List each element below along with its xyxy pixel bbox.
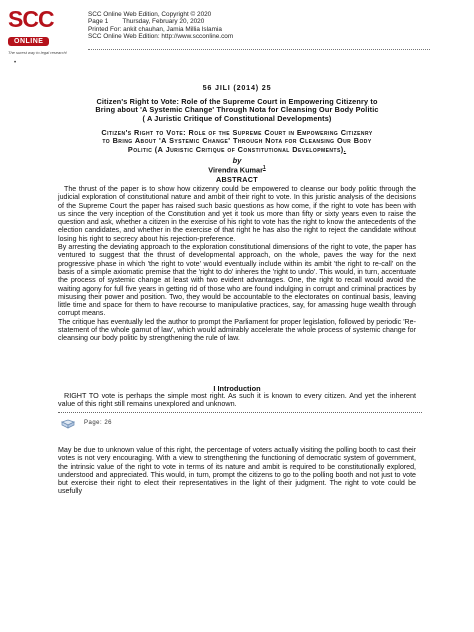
citation: 56 JILI (2014) 25 bbox=[202, 83, 272, 92]
stray-mark: • bbox=[14, 60, 17, 66]
page-marker: Page: 26 bbox=[84, 420, 113, 426]
introduction-body bbox=[58, 392, 416, 409]
byline-by: by bbox=[232, 156, 242, 165]
abstract-paragraph-2: By arresting the deviating approach to the exploration constitutional dimensions of the right to vote, the paper has ventured to suggest that the thrust of developmental approach, on the whole, paves the way for the next progressive phase in which 'the right to vote' would eventually include within its ambit 'the right to re-call' on the basis of a simple axiomatic premise that the 'right to do' inheres the 'right to undo'. This would, in turn, accentuate the process of systemic change at least with two evident advantages. One, the right to recall would avoid the waiting agony for full five years in getting rid of those who are found indulging in corrupt and criminal practices by misusing their power and position. Two, they would be accountable to the electorates on continual basis, leaving little time and space for them to have recourse to manipulative practices, say, for amassing huge wealth through corrupt means. bbox=[58, 243, 416, 318]
title-secondary-line-2: to Bring About 'A Systemic Change' Through Nota for Cleansing Our Body bbox=[102, 136, 372, 146]
logo-online-badge: ONLINE bbox=[8, 37, 49, 46]
title-primary-line-1: Citizen's Right to Vote: Role of the Supreme Court in Empowering Citizenry to bbox=[96, 97, 378, 106]
title-footnote-link[interactable]: . bbox=[343, 144, 347, 154]
title-primary-line-3: ( A Juristic Critique of Constitutional Developments) bbox=[142, 113, 332, 123]
author-footnote-link[interactable]: 1 bbox=[262, 165, 266, 171]
title-secondary-line-3-text: Politic (A Juristic Critique of Constitutional Developments) bbox=[127, 144, 344, 154]
title-primary-line-2: Bring about 'A Systemic Change' Through Nota for Cleansing Our Body Politic bbox=[95, 105, 379, 115]
author-name-text: Virendra Kumar bbox=[208, 165, 263, 175]
abstract-body bbox=[58, 185, 416, 343]
page-icon bbox=[61, 419, 75, 429]
header-divider bbox=[88, 49, 430, 50]
author-name bbox=[58, 165, 416, 174]
body-paragraph-text: May be due to unknown value of this right, the percentage of voters actually visiting the polling booth to cast their votes is not very encouraging. With a view to strengthening the functioning of democratic system of government, the intrinsic value of the right to vote in terms of its nature and ambit is required to be constitutionally explored, understood and appreciated. This would, in turn, prompt the citizens to go to the polling booth and not just to vote but exercise their right to elect their representatives in the light of their judgment. The right to vote could be usefully bbox=[58, 446, 416, 496]
logo-brand: SCC bbox=[8, 6, 54, 32]
body-paragraph bbox=[58, 446, 416, 496]
title-secondary-line-1: Citizen's Right to Vote: Role of the Supreme Court in Empowering Citizenry bbox=[101, 128, 373, 137]
abstract-paragraph-3: The critique has eventually led the author to prompt the Parliament for proper legislation, followed by periodic 'Re-statement of the whole gamut of law', which would admirably accelerate the whole process of systemic change for cleansing our body politic by strengthening the rule of law. bbox=[58, 317, 416, 343]
abstract-heading: ABSTRACT bbox=[216, 175, 258, 184]
scc-online-logo bbox=[8, 8, 66, 55]
header-web-edition: SCC Online Web Edition: http://www.scconline.com bbox=[88, 32, 234, 40]
header-printed-for: Printed For: ankit chauhan, Jamia Millia Islamia bbox=[88, 25, 222, 33]
article-title-primary bbox=[58, 98, 416, 123]
logo-tagline: The surest way to legal research! bbox=[8, 50, 67, 55]
page-break-divider bbox=[58, 412, 422, 413]
section-heading-introduction: I Introduction bbox=[213, 384, 261, 393]
title-secondary-line-3 bbox=[58, 146, 416, 154]
header-copyright: SCC Online Web Edition, Copyright © 2020 bbox=[88, 11, 212, 18]
abstract-paragraph-1: The thrust of the paper is to show how citizenry could be empowered to cleanse our body politic through the judicial exploration of constitutional nature and ambit of their right to vote. In this juristic analysis of the decisions of the Supreme Court the paper has raised such basic questions as how come, if the right to vote has been with us since the very inception of the Constitution and yet it took us more than fifty or sixty years even to raise the question and ask, whether a citizen in the exercise of his right to vote has the right to know the antecedents of the election candidates, and whether in the exercise of that right he has also the right to reject the candidate without losing his right to secrecy about his rejection-preference. bbox=[58, 185, 416, 243]
article-title-secondary bbox=[58, 129, 416, 154]
introduction-paragraph: RIGHT TO vote is perhaps the simple most right. As such it is known to every citizen. And yet the inherent value of this right still remains unexplored and unknown. bbox=[58, 391, 416, 409]
print-header bbox=[88, 11, 233, 40]
header-page-date: Page 1 Thursday, February 20, 2020 bbox=[88, 18, 205, 26]
main-body bbox=[58, 446, 416, 496]
